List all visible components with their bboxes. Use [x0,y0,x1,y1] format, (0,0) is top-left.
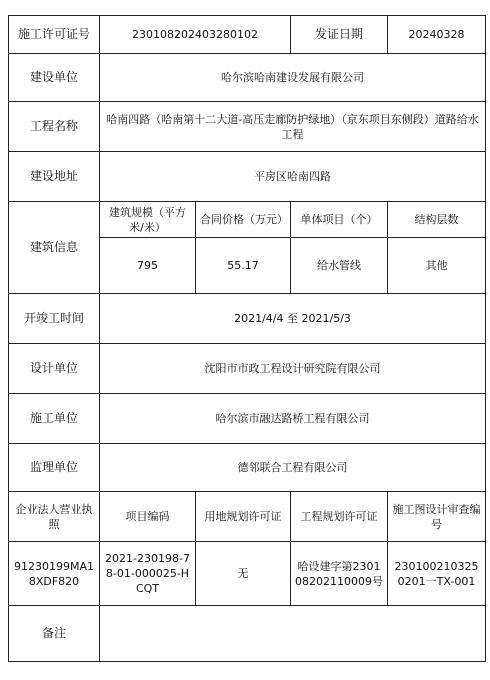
project-code-header: 项目编码 [100,492,196,542]
contract-price-value: 55.17 [196,238,291,294]
address-label: 建设地址 [9,152,100,202]
engineering-planning-permit-header: 工程规划许可证 [291,492,388,542]
drawing-review-number-value: 2301002103250201一TX-001 [388,542,486,606]
permit-number-label: 施工许可证号 [9,16,100,54]
construction-permit-table [8,15,486,662]
permit-number-value: 230108202403280102 [100,16,291,54]
issue-date-value: 20240328 [388,16,486,54]
construction-unit-value: 哈尔滨市融达路桥工程有限公司 [100,394,486,444]
drawing-review-number-header: 施工图设计审查编号 [388,492,486,542]
address-value: 平房区哈南四路 [100,152,486,202]
design-unit-label: 设计单位 [9,344,100,394]
issue-date-label: 发证日期 [291,16,388,54]
building-info-label: 建筑信息 [9,202,100,294]
remarks-row [9,606,486,662]
contract-price-header: 合同价格（万元） [196,202,291,238]
remarks-value [100,606,486,662]
builder-label: 建设单位 [9,54,100,102]
supervision-unit-row [9,444,486,492]
period-value: 2021/4/4 至 2021/5/3 [100,294,486,344]
period-row [9,294,486,344]
structure-floors-value: 其他 [388,238,486,294]
building-scale-header: 建筑规模（平方米/米） [100,202,196,238]
project-code-value: 2021-230198-78-01-000025-HCQT [100,542,196,606]
construction-unit-label: 施工单位 [9,394,100,444]
project-name-label: 工程名称 [9,102,100,152]
engineering-planning-permit-value: 哈设建字第230108202110009号 [291,542,388,606]
permit-header-row [9,16,486,54]
design-unit-value: 沈阳市市政工程设计研究院有限公司 [100,344,486,394]
business-license-value: 91230199MA18XDF820 [9,542,100,606]
license-header-row [9,492,486,542]
period-label: 开竣工时间 [9,294,100,344]
project-name-value: 哈南四路（哈南第十二大道-高压走廊防护绿地）（京东项目东侧段）道路给水工程 [100,102,486,152]
project-name-row [9,102,486,152]
business-license-header: 企业法人营业执照 [9,492,100,542]
single-project-value: 给水管线 [291,238,388,294]
land-planning-permit-header: 用地规划许可证 [196,492,291,542]
builder-value: 哈尔滨哈南建设发展有限公司 [100,54,486,102]
structure-floors-header: 结构层数 [388,202,486,238]
single-project-header: 单体项目（个） [291,202,388,238]
building-info-header-row [9,202,486,238]
building-scale-value: 795 [100,238,196,294]
land-planning-permit-value: 无 [196,542,291,606]
construction-unit-row [9,394,486,444]
supervision-unit-label: 监理单位 [9,444,100,492]
license-value-row [9,542,486,606]
remarks-label: 备注 [9,606,100,662]
supervision-unit-value: 德邻联合工程有限公司 [100,444,486,492]
address-row [9,152,486,202]
design-unit-row [9,344,486,394]
builder-row [9,54,486,102]
